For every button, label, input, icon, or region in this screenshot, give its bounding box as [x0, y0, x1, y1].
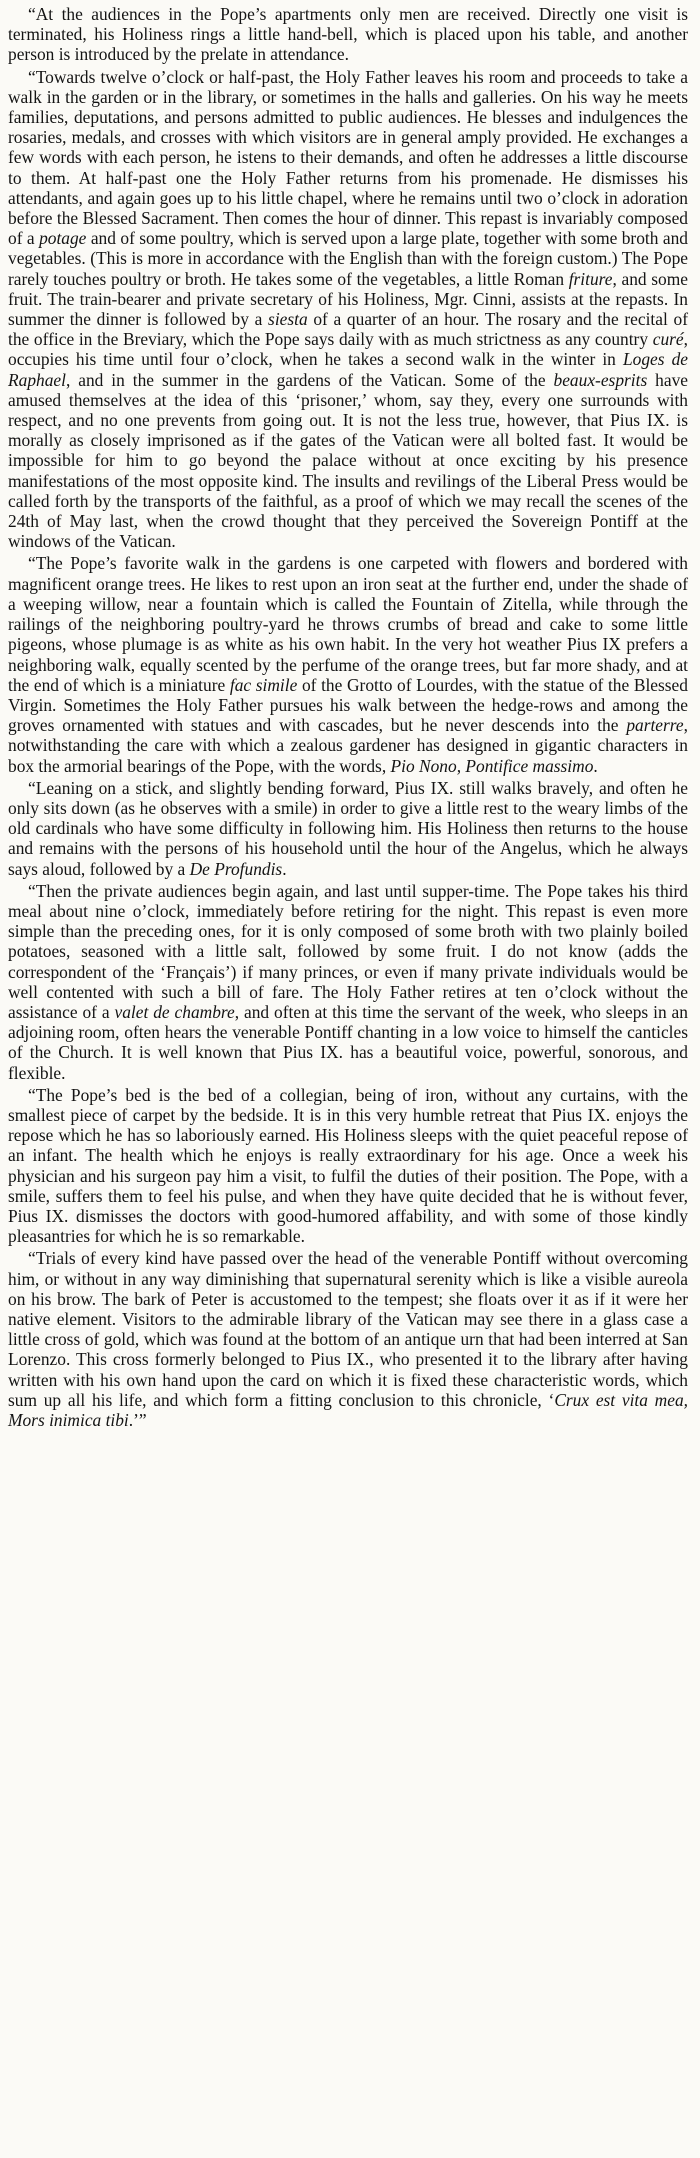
article-paragraph — [8, 778, 688, 879]
italic-run: curé — [652, 329, 684, 350]
text-run: have amused themselves at the idea of this ‘prisoner,’ whom, say they, every one surrounds with respect, and no one prevents from going out. It is not the less true, however, that Pius IX. is morally as closely imprisoned as if the gates of the Vatican were all bolted fast. It would be impossible for him to go beyond the palace without at once exciting by his presence manifestations of the most opposite kind. The insults and revilings of the Liberal Press would be called forth by the transports of the faithful, as a proof of which we may recall the scenes of the 24th of May last, when the crowd thought that they perceived the Sovereign Pontiff at the windows of the Vatican. — [8, 369, 688, 552]
article-paragraph — [8, 67, 688, 552]
article-paragraph — [8, 4, 688, 65]
text-run: , and in the summer in the gardens of the Vatican. Some of the — [65, 369, 554, 390]
text-run: “Then the private audiences begin again, and last until supper-time. The Pope takes his third meal about nine o’clock, immediately before retiring for the night. This repast is even more simple than the preceding ones, for it is only composed of some broth with two plainly boiled potatoes, seasoned with a little salt, followed by some fruit. I do not know (adds the correspondent of the ‘Français’) if many princes, or even if many private individuals would be well contented with such a bill of fare. The Holy Father retires at ten o’clock without the assistance of a — [8, 880, 688, 1022]
text-run: , and some fruit. The train-bearer and private secretary of his Holiness, Mgr. Cinni, assists at the repasts. In summer the dinner is followed by a — [8, 268, 688, 330]
text-run: “Leaning on a stick, and slightly bending forward, Pius IX. still walks bravely, and often he only sits down (as he observes with a smile) in order to give a little rest to the weary limbs of the old cardinals who have some difficulty in following him. His Holiness then returns to the house and remains with the persons of his household until the hour of the Angelus, which he always says aloud, followed by a — [8, 777, 688, 879]
italic-run: Crux est vita mea, Mors inimica tibi — [8, 1389, 689, 1431]
article-paragraph — [8, 881, 688, 1083]
text-run: , and often at this time the servant of the week, who sleeps in an adjoining room, often hears the venerable Pontiff chanting in a low voice to himself the canticles of the Church. It is well known that Pius IX. has a beautiful voice, powerful, sonorous, and flexible. — [8, 1001, 688, 1083]
text-run: and of some poultry, which is served upon a large plate, together with some broth and vegetables. (This is more in accordance with the English than with the foreign custom.) The Pope rarely touches poultry or broth. He takes some of the vegetables, a little Roman — [8, 228, 688, 289]
article-paragraph — [8, 553, 688, 775]
italic-run: De Profundis — [189, 858, 283, 879]
text-run: “Towards twelve o’clock or half-past, the Holy Father leaves his room and proceeds to take a walk in the garden or in the library, or sometimes in the halls and galleries. On his way he meets families, deputations, and persons admitted to public audiences. He blesses and indulgences the rosaries, medals, and crosses with which visitors are in general amply provided. He exchanges a few words with each person, he istens to their demands, and often he addresses a little discourse to them. At half-past one the Holy Father returns from his promenade. He dismisses his attendants, and again goes up to his little chapel, where he remains until two o’clock in adoration before the Blessed Sacrament. Then comes the hour of dinner. This repast is invariably composed of a — [8, 66, 688, 249]
italic-run: valet de chambre — [114, 1001, 235, 1022]
article-paragraph — [8, 1085, 688, 1247]
italic-run: Pio Nono, Pontifice massimo — [390, 755, 594, 776]
italic-run: siesta — [268, 309, 308, 330]
text-run: “At the audiences in the Pope’s apartments only men are received. Directly one visit is terminated, his Holiness rings a little hand-bell, which is placed upon his table, and another person is introduced by the prelate in attendance. — [8, 4, 688, 65]
text-run: “The Pope’s bed is the bed of a collegian, being of iron, without any curtains, with the smallest piece of carpet by the bedside. It is in this very humble retreat that Pius IX. enjoys the repose which he has so laboriously earned. His Holiness sleeps with the quiet peaceful repose of an infant. The health which he enjoys is really extraordinary for his age. Once a week his physician and his surgeon pay him a visit, to fulfil the duties of their position. The Pope, with a smile, suffers them to feel his pulse, and when they have quite decided that he is without fever, Pius IX. dismisses the doctors with good-humored affability, and with some of those kindly pleasantries for which he is so remarkable. — [8, 1084, 688, 1247]
italic-run: Loges de Raphael — [8, 349, 688, 390]
text-run: “The Pope’s favorite walk in the gardens is one carpeted with flowers and bordered with magnificent orange trees. He likes to rest upon an iron seat at the further end, under the shade of a weeping willow, near a fountain which is called the Fountain of Zitella, while through the railings of the neighboring poultry-yard he throws crumbs of bread and cake to some little pigeons, whose plumage is as white as his own habit. In the very hot weather Pius IX prefers a neighboring walk, equally scented by the perfume of the orange trees, but far more shady, and at the end of which is a miniature — [8, 553, 688, 695]
italic-run: friture — [568, 268, 613, 289]
italic-run: fac simile — [229, 674, 298, 695]
text-run: , notwithstanding the care with which a zealous gardener has designed in gigantic characters in box the armorial bearings of the Pope, with the words, — [8, 715, 688, 776]
text-run: of the Grotto of Lourdes, with the statue of the Blessed Virgin. Sometimes the Holy Father pursues his walk between the hedge-rows and among the groves ornamented with statues and with cascades, but he never descends into the — [8, 674, 688, 736]
text-run: of a quarter of an hour. The rosary and the recital of the office in the Breviary, which the Pope says daily with as much strictness as any country — [8, 309, 688, 350]
text-run: . — [282, 858, 287, 879]
article-paragraph — [8, 1248, 688, 1430]
text-run: “Trials of every kind have passed over the head of the venerable Pontiff without overcoming him, or without in any way diminishing that supernatural serenity which is like a visible aureola on his brow. The bark of Peter is accustomed to the tempest; she floats over it as if it were her native element. Visitors to the admirable library of the Vatican may see there in a glass case a little cross of gold, which was found at the bottom of an antique urn that had been interred at San Lorenzo. This cross formerly belonged to Pius IX., who presented it to the library after having written with his own hand upon the card on which it is fixed these characteristic words, which sum up all his life, and which form a fitting conclusion to this chronicle, ‘ — [8, 1248, 688, 1410]
italic-run: beaux-esprits — [553, 369, 648, 390]
text-run: , occupies his time until four o’clock, when he takes a second walk in the winter in — [8, 329, 688, 370]
text-run: . — [593, 755, 598, 776]
italic-run: potage — [39, 228, 87, 249]
italic-run: parterre — [626, 715, 684, 736]
article-column — [8, 4, 688, 1430]
text-run: .’” — [128, 1410, 147, 1431]
